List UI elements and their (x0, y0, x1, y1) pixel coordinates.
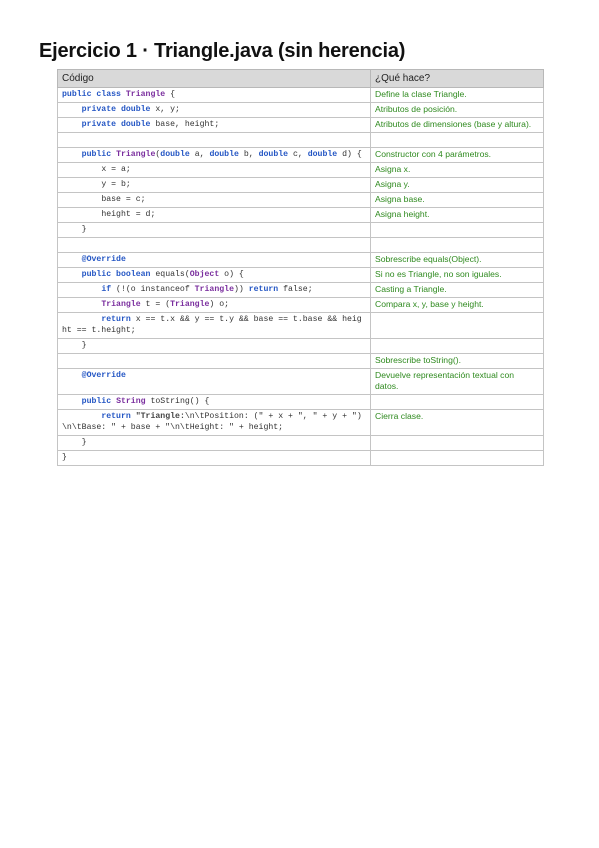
description-cell (371, 436, 544, 451)
code-token: Object (189, 270, 220, 279)
code-token: if (101, 285, 112, 294)
code-table (57, 69, 544, 466)
code-token: public boolean (81, 270, 151, 279)
code-token: double (160, 150, 190, 159)
description-cell: Si no es Triangle, no son iguales. (371, 268, 544, 283)
code-token (62, 412, 101, 421)
description-cell (371, 238, 544, 253)
code-token: } (62, 225, 87, 234)
table-row (58, 451, 544, 466)
code-cell (58, 88, 371, 103)
table-row (58, 395, 544, 410)
description-cell: Casting a Triangle. (371, 283, 544, 298)
page-title: Ejercicio 1 · Triangle.java (sin herencia) (39, 40, 406, 62)
code-token (62, 300, 101, 309)
code-token: y = b; (62, 180, 131, 189)
code-token: x, y; (150, 105, 180, 114)
code-token: Triangle (101, 300, 141, 309)
description-cell (371, 395, 544, 410)
table-row (58, 268, 544, 283)
code-token (62, 105, 82, 114)
description-cell: Constructor con 4 parámetros. (371, 148, 544, 163)
table-body (58, 88, 544, 466)
code-token: private double (81, 120, 151, 129)
code-cell (58, 223, 371, 238)
code-cell (58, 163, 371, 178)
table-row (58, 253, 544, 268)
table-row (58, 118, 544, 133)
code-token: Triangle (125, 90, 166, 99)
header-description: ¿Qué hace? (371, 70, 544, 88)
code-cell (58, 208, 371, 223)
code-token: public (81, 397, 117, 406)
code-token: { (165, 90, 176, 99)
code-token: base = c; (62, 195, 146, 204)
code-token: ) o; (209, 300, 230, 309)
code-token: c, (288, 150, 308, 159)
code-token: double (209, 150, 239, 159)
description-cell: Asigna y. (371, 178, 544, 193)
code-cell (58, 283, 371, 298)
code-token: d) { (337, 150, 362, 159)
table-row (58, 208, 544, 223)
code-cell (58, 354, 371, 369)
table-row (58, 369, 544, 395)
description-cell: Sobrescribe toString(). (371, 354, 544, 369)
code-token: false; (278, 285, 313, 294)
table-row (58, 148, 544, 163)
table-row (58, 410, 544, 436)
code-cell (58, 238, 371, 253)
code-cell (58, 339, 371, 354)
code-token: } (62, 341, 87, 350)
code-token: o) { (219, 270, 244, 279)
code-cell (58, 118, 371, 133)
table-row (58, 238, 544, 253)
description-cell: Atributos de posición. (371, 103, 544, 118)
code-token: )) (233, 285, 249, 294)
code-token: a, (189, 150, 210, 159)
code-token: \n\tPosition: (" + x + ", " + y + ")\n\tBase: " + base + "\n\tHeight: " + height; (62, 412, 362, 432)
table-row (58, 178, 544, 193)
header-code: Código (58, 70, 371, 88)
description-cell (371, 133, 544, 148)
code-token: Triangle (170, 300, 210, 309)
code-cell (58, 193, 371, 208)
description-cell: Sobrescribe equals(Object). (371, 253, 544, 268)
description-cell: Asigna base. (371, 193, 544, 208)
description-cell (371, 223, 544, 238)
table-row (58, 193, 544, 208)
code-token: } (62, 453, 67, 462)
code-token: toString() { (145, 397, 210, 406)
code-token: double (258, 150, 289, 159)
description-cell: Asigna x. (371, 163, 544, 178)
code-token (62, 285, 101, 294)
code-cell (58, 268, 371, 283)
code-cell (58, 410, 371, 436)
code-cell (58, 298, 371, 313)
code-cell (58, 103, 371, 118)
code-token: x = a; (62, 165, 131, 174)
table-row (58, 354, 544, 369)
code-token (62, 150, 82, 159)
code-token (62, 315, 101, 324)
code-token (62, 120, 82, 129)
code-cell (58, 369, 371, 395)
code-cell (58, 436, 371, 451)
code-token: public class (62, 90, 126, 99)
description-cell (371, 339, 544, 354)
code-token: public (81, 150, 117, 159)
code-cell (58, 178, 371, 193)
table-row (58, 133, 544, 148)
description-cell: Atributos de dimensiones (base y altura). (371, 118, 544, 133)
description-cell: Define la clase Triangle. (371, 88, 544, 103)
code-token: } (62, 438, 87, 447)
table-row (58, 88, 544, 103)
code-token: ( (155, 150, 161, 159)
table-row (58, 313, 544, 339)
table-row (58, 223, 544, 238)
code-token (62, 397, 82, 406)
table-row (58, 163, 544, 178)
code-token (62, 255, 82, 264)
code-token: base, height; (150, 120, 220, 129)
code-token: (!(o instanceof (111, 285, 195, 294)
table-row (58, 436, 544, 451)
code-token: Triangle (194, 285, 234, 294)
code-cell (58, 253, 371, 268)
table-header-row (58, 70, 544, 88)
code-token: double (307, 150, 338, 159)
description-cell (371, 451, 544, 466)
code-token: return (101, 412, 136, 421)
code-token: b, (238, 150, 259, 159)
description-cell (371, 313, 544, 339)
table-row (58, 339, 544, 354)
code-token: "Triangle: (135, 412, 185, 421)
code-cell (58, 395, 371, 410)
table-row (58, 283, 544, 298)
code-token: return (101, 315, 131, 324)
code-cell (58, 133, 371, 148)
code-token: height = d; (62, 210, 156, 219)
code-token: x == t.x && y == t.y && base == t.base && height == t.height; (62, 315, 362, 335)
code-token: equals( (150, 270, 190, 279)
description-cell: Cierra clase. (371, 410, 544, 436)
code-token: @Override (81, 371, 126, 380)
code-token (62, 270, 82, 279)
code-token: private double (81, 105, 151, 114)
code-token (62, 371, 82, 380)
table-row (58, 298, 544, 313)
code-token: return (248, 285, 279, 294)
code-cell (58, 313, 371, 339)
description-cell: Asigna height. (371, 208, 544, 223)
code-cell (58, 451, 371, 466)
code-token: @Override (81, 255, 126, 264)
table-row (58, 103, 544, 118)
code-cell (58, 148, 371, 163)
code-token: Triangle (116, 150, 156, 159)
code-token: String (116, 397, 146, 406)
description-cell: Devuelve representación textual con datos. (371, 369, 544, 395)
code-token: t = ( (140, 300, 171, 309)
description-cell: Compara x, y, base y height. (371, 298, 544, 313)
